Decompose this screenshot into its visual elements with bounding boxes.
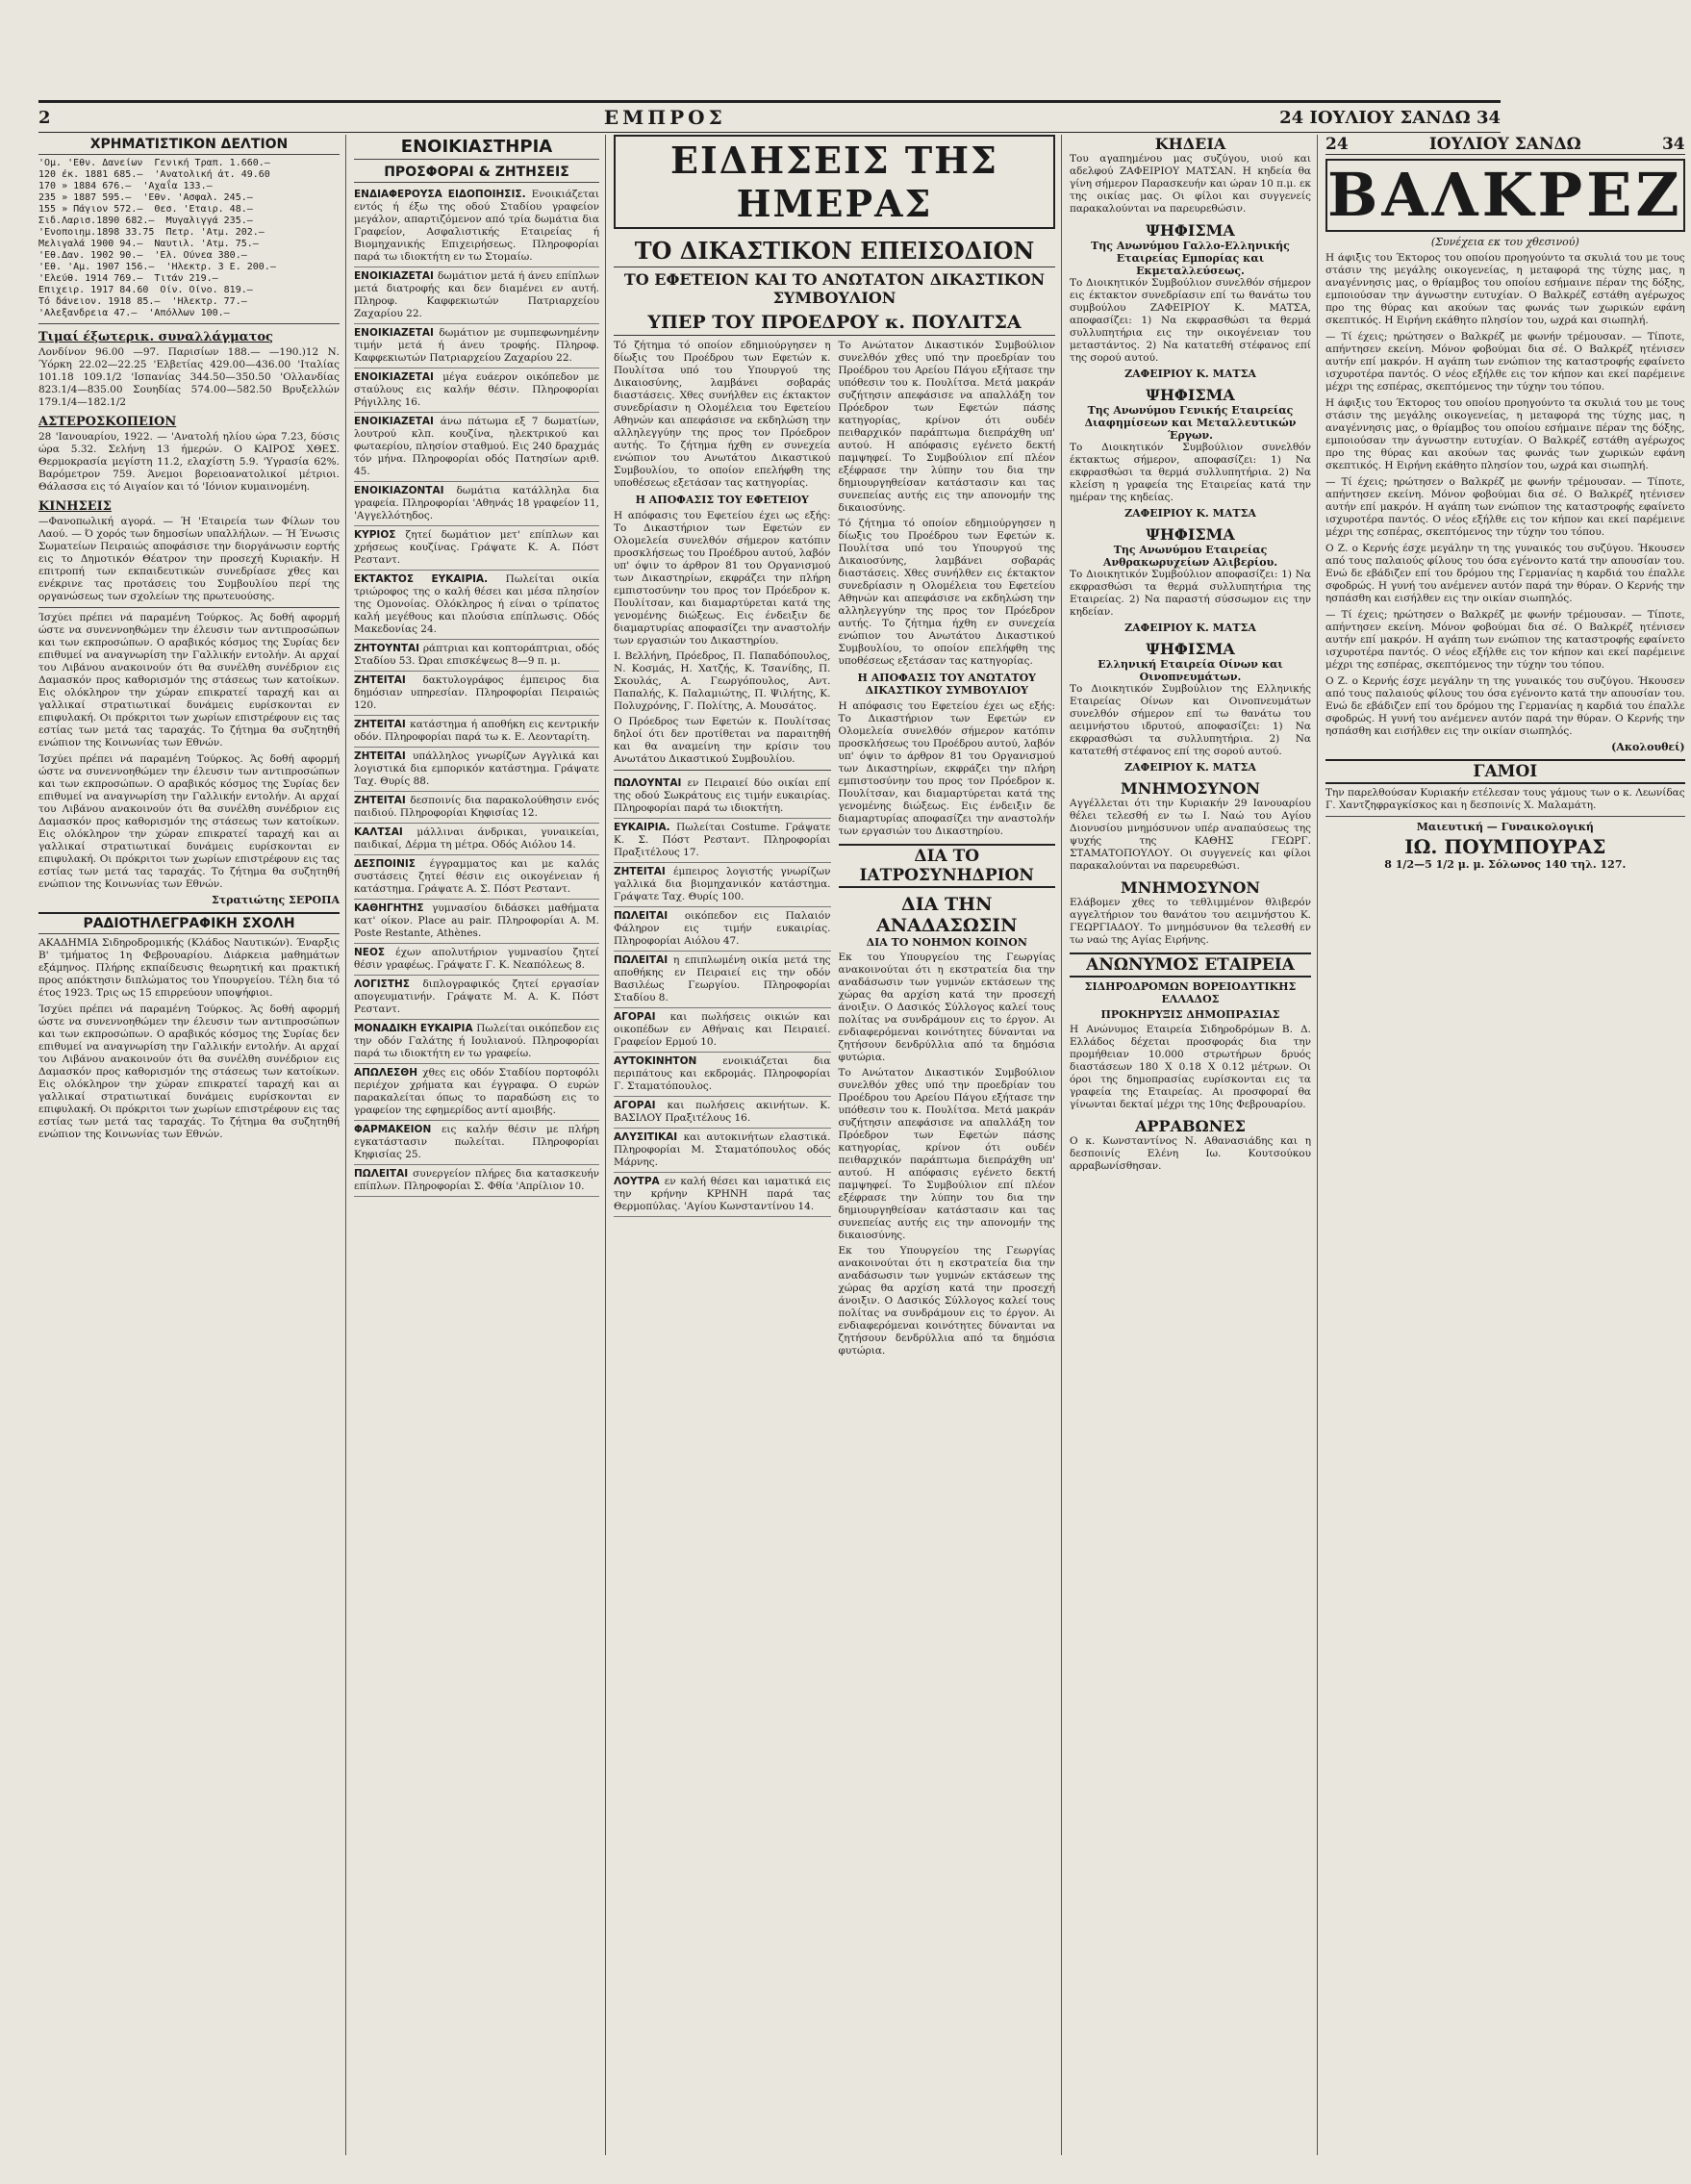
news-classified-ad [614, 863, 831, 907]
news-classifieds [614, 775, 831, 1217]
signers-list: Ι. Βελλήνη, Πρόεδρος, Π. Παπαδόπουλος, Ν. Κοσμάς, Η. Χατζής, Κ. Τσανίδης, Π. Σκουλάς, Α. Γεωργόπουλος, Αντ. Παπαλής, Κ. Παλαμιώτης, Π. Ψιλήτης, Κ. Πολυχρόνης, Γ. Πολίτης, Α. Μουσάτος. [614, 650, 831, 712]
engagement-title: ΑΡΡΑΒΩΝΕΣ [1135, 1117, 1246, 1135]
radio-text: ΑΚΑΔΗΜΙΑ Σιδηροδρομικής (Κλάδος Ναυτικών). Έναρξις Β' τμήματος 1η Φεβρουαρίου. Διάρκεια μαθημάτων εξάμηνος. Πλήρης εκπαίδευσις θεωρητική και πρακτική προς απόκτησιν διπλώματος του Υπουργείου. Τέλη δια τό έτος 1923. Τρις ως 15 επιρρεύουν υποψήφιοι. [38, 937, 340, 999]
resolution-title: ΨΗΦΙΣΜΑ [1146, 525, 1235, 544]
classified-ad [354, 526, 599, 571]
column-finance [38, 135, 346, 2155]
classified-ad-title: ΑΠΩΛΕΣΘΗ [354, 1067, 423, 1079]
serial-title: ΒΑΛΚΡΕΖ [1327, 160, 1683, 230]
lead-headline: ΤΟ ΔΙΚΑΣΤΙΚΟΝ ΕΠΕΙΣΟΔΙΟΝ [614, 235, 1055, 267]
funeral-text: Του αγαπημένου μας συζύγου, υιού και αδελφού ΖΑΦΕΙΡΙΟΥ ΜΑΤΣΑΝ. Η κηδεία θα γίνη σήμερον Παρασκευήν και ώραν 10 π.μ. εκ της οικίας μας. Οι φίλοι και συγγενείς παρακαλούνται να παρευρεθώσιν. [1070, 153, 1311, 215]
classified-ad-title: ΜΟΝΑΔΙΚΗ ΕΥΚΑΙΡΙΑ [354, 1023, 477, 1034]
classified-ad-body: μάλλιναι άνδρικαι, γυναικείαι, παιδικαί, Δέρμα τη μέτρα. Οδός Αιόλου 14. [354, 826, 599, 851]
classified-ad [354, 640, 599, 672]
page-number: 2 [38, 107, 51, 128]
news-classified-ad-body: Πωλείται Costume. Γράψατε Κ. Σ. Πόστ Ρεσταντ. Πληροφορίαι Πραξιτέλους 17. [614, 822, 831, 858]
serial-text-2b: — Τί έχεις; ηρώτησεν ο Βαλκρέζ με φωνήν τρέμουσαν. — Τίποτε, απήντησεν εκείνη. Μόνον φοβούμαι δια σέ. Ο Βαλκρέζ ητένισεν αυτήν επί μακρόν. Η αγάπη των ενώπιον της καταστροφής εφαίνετο ισχυροτέρα παντός. Ο νέος εξήλθε εις τον κήπον και εκεί παρέμεινε μέχρι της εσπέρας, σκεπτόμενος την τύχην του τόπου. [1325, 476, 1685, 538]
box-title-2: ΔΙΑ ΤΗΝ ΑΝΑΔΑΣΩΣΙΝ [876, 894, 1018, 936]
company-title: ΑΝΩΝΥΜΟΣ ΕΤΑΙΡΕΙΑ [1070, 952, 1311, 978]
news-classified-ad [614, 819, 831, 863]
memorial-title: ΜΝΗΜΟΣΥΝΟΝ [1120, 779, 1261, 798]
classified-ad-body: έγγραμματος και με καλάς συστάσεις ζητεί θέσιν εις οικογένειαν ή κατάστημα. Γράψατε Α. Σ. Πόστ Ρεσταντ. [354, 858, 599, 895]
news-classified-ad [614, 952, 831, 1008]
lead-para-2-cont: Η απόφασις του Εφετείου έχει ως εξής: Το Δικαστήριον των Εφετών εν Ολομελεία συνελθόν σήμερον κατόπιν προσκλήσεως του Προέδρου αυτού, λαβόν υπ' όψιν το άρθρον 81 του Οργανισμού των Δικαστηρίων, εκφράζει την πλήρη εμπιστοσύνην του προς τον Πρόεδρον κ. Πουλίτσαν, και διαμαρτύρεται κατά της γενομένης διώξεως. Εις ένδειξιν δε διαμαρτυρίας αποφασίζει την αναστολήν των εργασιών του Δικαστηρίου. [838, 700, 1055, 837]
serial-text-1: Η άφιξις του Έκτορος του οποίου προηγούντο τα σκυλιά του με τους στάσιν της μεγάλης οικογενείας, η μεταφορά της τύχης μας, η αναγέννησις μας, ο θρίαμβος του οποίου εσήμαινε πέραν της δόξης, εμποιούσαν την άγνωστην ευτυχίαν. Ο Βαλκρέζ εστάθη αγέρωχος προ της θύρας και ακούων τας φωνάς των χωρικών εφάνη σκεπτικός. Η Ειρήνη εκάθητο πλησίον του, ωχρά και σιωπηλή. [1325, 252, 1685, 326]
classified-ad-title: ΝΕΟΣ [354, 947, 396, 958]
classified-ad-body: ζητεί δωμάτιον μετ' επίπλων και χρήσεως κουζίνας. Γράψατε Κ. Α. Πόστ Ρεσταντ. [354, 529, 599, 566]
column-notices [1070, 135, 1318, 2155]
funeral-title: ΚΗΔΕΙΑ [1154, 135, 1226, 153]
article-text-repeat: Ίσχύει πρέπει νά παραμένη Τούρκος. Άς δοθή αφορμή ώστε να συνεννοηθώμεν την έλευσιν των αντιπροσώπων και των εκπροσώπων. Ο αραβικός κόσμος της Συρίας δεν επιθυμεί να αναγνωρίση την Γαλλικήν εντολήν. Αι αρχαί του Λιβάνου ανακοινούν ότι θα συνέλθη συνέδριον εις Δαμασκόν προς καθορισμόν της στάσεως των κατοίκων. Εις ολόκληρον την χώραν επικρατεί ταραχή και αι γαλλικαί στρατιωτικαί δυνάμεις ευρίσκονται εν επιφυλακή. Οι πρόκριτοι των χωρίων επιστρέφουν εις τας εστίας των μετά τας ταραχάς. Το ζήτημα θα συζητηθή ενώπιον της Κοινωνίας των Εθνών. [38, 753, 340, 890]
news-classified-ad [614, 775, 831, 819]
resolution-text: Το Διοικητικόν Συμβούλιον συνελθόν σήμερον εις έκτακτον συνεδρίασιν επί τω θανάτω του συμβούλου ΖΑΦΕΙΡΙΟΥ Κ. ΜΑΤΣΑ, αποφασίζει: 1) Να εκφρασθώσι τα θερμά συλλυπητήρια εις την οικογένειαν του μεταστάντος. 2) Να κατατεθή στέφανος επί της σορού αυτού. [1070, 277, 1311, 364]
classified-ad [354, 824, 599, 855]
classified-ad [354, 976, 599, 1020]
lead-para-1-cont: Τό ζήτημα τό οποίον εδημιούργησεν η δίωξις του Προέδρου των Εφετών κ. Πουλίτσα υπό του Υπουργού της Δικαιοσύνης, λαμβάνει σοβαράς διαστάσεις. Χθες συνήλθεν εις έκτακτον συνεδρίασιν η Ολομέλεια του Εφετείου Αθηνών και απεφάσισε να εκδηλώση την αλληλεγγύην της προς τον Πρόεδρον αυτής. Το ζήτημα ήχθη εν συνεχεία ενώπιον του Ανωτάτου Δικαστικού Συμβουλίου, το οποίον επελήφθη της υποθέσεως εξετάσαν τας κατηγορίας. [838, 518, 1055, 667]
movements-title: ΚΙΝΗΣΕΙΣ [38, 499, 112, 514]
classified-ad [354, 1020, 599, 1064]
box-title-1: ΔΙΑ ΤΟ ΙΑΤΡΟΣΥΝΗΔΡΙΟΝ [839, 844, 1056, 888]
news-classified-ad-body: οικόπεδον εις Παλαιόν Φάληρον εις τιμήν ευκαιρίας. Πληροφορίαι Αιόλου 47. [614, 910, 831, 947]
resolution-company: Της Ανωνύμου Γαλλο-Ελληνικής Εταιρείας Εμπορίας και Εκμεταλλεύσεως. [1091, 240, 1290, 277]
memorial-2-text: Ελάβομεν χθες το τεθλιμμένον θλιβερόν αγγελτήριον του θανάτου του αειμνήστου Κ. ΓΕΩΡΓΙΑΔΟΥ. Το μνημόσυνον θα τελεσθή εν τω ναώ της Αγίας Ειρήνης. [1070, 897, 1311, 946]
classified-ad-title: ΖΗΤΟΥΝΤΑΙ [354, 643, 423, 654]
columns [38, 135, 1685, 2155]
classified-ad [354, 748, 599, 792]
classified-ad-body: εις καλήν θέσιν με πλήρη εγκατάστασιν πωλείται. Πληροφορίαι Κηφισίας 25. [354, 1124, 599, 1160]
resolution-title: ΨΗΦΙΣΜΑ [1146, 386, 1235, 404]
column-news [614, 135, 1062, 2155]
doctor-hours: 8 1/2—5 1/2 μ. μ. Σόλωνος 140 τηλ. 127. [1384, 858, 1627, 871]
ruling-2-title: Η ΑΠΟΦΑΣΙΣ ΤΟΥ ΑΝΩΤΑΤΟΥ ΔΙΚΑΣΤΙΚΟΥ ΣΥΜΒΟΥΛΙΟΥ [857, 672, 1037, 697]
classified-ad-title: ΕΝΟΙΚΙΑΖΕΤΑΙ [354, 270, 438, 282]
lead-subhead-2: ΥΠΕΡ ΤΟΥ ΠΡΟΕΔΡΟΥ κ. ΠΟΥΛΙΤΣΑ [614, 310, 1055, 336]
classified-ad-title: ΔΕΣΠΟΙΝΙΣ [354, 858, 430, 870]
classified-ad-title: ΖΗΤΕΙΤΑΙ [354, 795, 411, 806]
exchange-text: Λονδίνον 96.00 —97. Παρισίων 188.— —190.)12 Ν. Ύόρκη 22.02—22.25 'Ελβετίας 429.00—436.00 'Ιταλίας 101.18 109.1/2 'Ισπανίας 344.50—350.50 'Ολλανδίας 823.1/4—835.00 Σουηδίας 574.00—582.50 Βρυξελλών 179.1/4—182.1/2 [38, 346, 340, 408]
memorial-text: Αγγέλλεται ότι την Κυριακήν 29 Ιανουαρίου θέλει τελεσθή εν τω Ι. Ναώ του Αγίου Διονυσίου μνημόσυνον υπέρ αναπαύσεως της ψυχής της ΚΑΘΗΣ ΓΕΩΡΓ. ΣΤΑΜΑΤΟΠΟΥΛΟΥ. Οι συγγενείς και φίλοι παρακαλούνται να παρευρεθώσι. [1070, 798, 1311, 872]
news-classified-ad [614, 1097, 831, 1129]
classified-ad [354, 267, 599, 324]
classified-ad [354, 482, 599, 526]
classified-ad [354, 792, 599, 824]
news-classified-ad-body: ενοικιάζεται δια περιπάτους και εκδρομάς. Πληροφορίαι Γ. Σταματόπουλος. [614, 1055, 831, 1092]
serial-number: 34 [1661, 135, 1685, 154]
classified-ad-body: κατάστημα ή αποθήκη εις κεντρικήν οδόν. Πληροφορίαι παρά τω κ. Ε. Λεονταρίτη. [354, 719, 600, 743]
classified-ad-title: ΦΑΡΜΑΚΕΙΟΝ [354, 1124, 442, 1135]
lead-para-4: Το Ανώτατον Δικαστικόν Συμβούλιον συνελθόν χθες υπό την προεδρίαν του Προέδρου του Αρείου Πάγου εξήτασε την υπόθεσιν του κ. Πουλίτσα. Μετά μακράν συζήτησιν απεφάσισε να απαλλάξη τον Πρόεδρον των Εφετών πάσης κατηγορίας, κρίνον ότι ουδέν πειθαρχικόν παράπτωμα διεπράχθη υπ' αυτού. Η απόφασις εγένετο δεκτή παμψηφεί. Το Συμβούλιον επί πλέον εξέφρασε την λύπην του δια την δημιουργηθείσαν κατάστασιν και τας συνεπείας αυτής εις την απονομήν της δικαιοσύνης. [838, 340, 1055, 514]
engagement-text: Ο κ. Κωνσταντίνος Ν. Αθανασιάδης και η δεσποινίς Ελένη Ιω. Κουτσούκου αρραβωνίσθησαν. [1070, 1135, 1311, 1172]
news-classified-ad [614, 1008, 831, 1053]
classified-ad-body: δωμάτιον με συμπεφωνημένην τιμήν μετά ή άνευ τροφής. Πληροφ. Καφφεκιωτών Πατριαρχείου Ζαχαρίου 22. [354, 327, 599, 364]
doctor-specialty: Μαιευτική — Γυναικολογική [1416, 821, 1594, 833]
news-classified-ad-title: ΖΗΤΕΙΤΑΙ [614, 866, 674, 877]
classified-ad [354, 413, 599, 482]
classified-ad-body: Πωλείται οικόπεδον εις την οδόν Γαλάτης ή Ιουλιανού. Πληροφορίαι παρά τω ιδιοκτήτη εν τω γραφείω. [354, 1023, 600, 1059]
classified-ad [354, 716, 599, 748]
memorial-2-title: ΜΝΗΜΟΣΥΝΟΝ [1120, 878, 1261, 897]
resolution-signature: ΖΑΦΕΙΡΙΟΥ Κ. ΜΑΤΣΑ [1124, 507, 1256, 520]
news-classified-ad [614, 1129, 831, 1173]
resolution-signature: ΖΑΦΕΙΡΙΟΥ Κ. ΜΑΤΣΑ [1124, 368, 1256, 380]
news-classified-ad-title: ΑΛΥΣΙΤΙΚΑΙ [614, 1131, 684, 1143]
news-classified-ad-title: ΑΓΟΡΑΙ [614, 1011, 670, 1023]
classified-ad-body: άνω πάτωμα εξ 7 δωματίων, λουτρού κλπ. κουζίνα, ηλεκτρικού και φωταερίου, πλησίον σταθμού. Εις 240 δραχμάς τόν μήνα. Πληροφορίαι οδός Πατησίων αριθ. 45. [354, 416, 599, 477]
masthead-date: 24 ΙΟΥΛΙΟΥ ΣΑΝΔΩ 34 [1279, 107, 1501, 128]
news-classified-ad-title: ΑΥΤΟΚΙΝΗΤΟΝ [614, 1055, 723, 1067]
news-classified-ad-title: ΠΩΛΕΙΤΑΙ [614, 910, 685, 922]
box-text: Εκ του Υπουργείου της Γεωργίας ανακοινούται ότι η εκστρατεία δια την αναδάσωσιν των γυμνών εκτάσεων της χώρας θα αρχίση κατά την προσεχή άνοιξιν. Ο Δασικός Σύλλογος καλεί τους πολίτας να συνδράμουν εις το έργον. Αι ενδιαφερόμεναι κοινότητες δύνανται να ζητήσουν δενδρύλλια από τα δημόσια φυτώρια. [838, 952, 1055, 1063]
serial-text-2c: — Τί έχεις; ηρώτησεν ο Βαλκρέζ με φωνήν τρέμουσαν. — Τίποτε, απήντησεν εκείνη. Μόνον φοβούμαι δια σέ. Ο Βαλκρέζ ητένισεν αυτήν επί μακρόν. Η αγάπη των ενώπιον της καταστροφής εφαίνετο ισχυροτέρα παντός. Ο νέος εξήλθε εις τον κήπον και εκεί παρέμεινε μέχρι της εσπέρας, σκεπτόμενος την τύχην του τόπου. [1325, 609, 1685, 671]
news-classified-ad-body: έμπειρος λογιστής γνωρίζων γαλλικά δια βιομηχανικόν κατάστημα. Γράψατε Ταχ. Θυρίς 100. [614, 866, 831, 902]
serial-header [1325, 135, 1685, 155]
classified-ad [354, 324, 599, 368]
observatory-title: ΑΣΤΕΡΟΣΚΟΠΕΙΟΝ [38, 415, 177, 429]
classified-ad [354, 944, 599, 976]
news-classified-ad [614, 1053, 831, 1097]
lead-subhead: ΤΟ ΕΦΕΤΕΙΟΝ ΚΑΙ ΤΟ ΑΝΩΤΑΤΟΝ ΔΙΚΑΣΤΙΚΟΝ ΣΥΜΒΟΥΛΙΟΝ [623, 270, 1046, 307]
classified-ad-body: υπάλληλος γνωρίζων Αγγλικά και λογιστικά δια εμπορικόν κατάστημα. Γράψατε Ταχ. Θυρίς 88. [354, 750, 599, 787]
movements-text: —Φανοπωλική αγορά. — Ή 'Εταιρεία των Φίλων του Λαού. — Ό χορός των δημοσίων υπαλλήλων. — Ή Ένωσις Σωματείων Πειραιώς αποφάσισε την διοργάνωσιν εορτής εις το Δημοτικόν Θέατρον την προσεχή Κυριακήν. Η επιτροπή των εκπαιδευτικών συνεδρίασε χθες και ενέκρινε τας προτάσεις του Συμβουλίου περί της οργανώσεως των σχολείων της πρωτευούσης. [38, 516, 340, 602]
serial-text-1b: Η άφιξις του Έκτορος του οποίου προηγούντο τα σκυλιά του με τους στάσιν της μεγάλης οικογενείας, η μεταφορά της τύχης μας, η αναγέννησις μας, ο θρίαμβος του οποίου εσήμαινε πέραν της δόξης, εμποιούσαν την άγνωστην ευτυχίαν. Ο Βαλκρέζ εστάθη αγέρωχος προ της θύρας και ακούων τας φωνάς των χωρικών εφάνη σκεπτικός. Η Ειρήνη εκάθητο πλησίον του, ωχρά και σιωπηλή. [1325, 397, 1685, 471]
news-classified-ad-body: εν Πειραιεί δύο οικίαι επί της οδού Σωκράτους εις τιμήν ευκαιρίας. Πληροφορίαι παρά τω ιδιοκτήτη. [614, 777, 831, 814]
classified-ad-title: ΚΥΡΙΟΣ [354, 529, 406, 541]
company-subtitle: ΣΙΔΗΡΟΔΡΟΜΩΝ ΒΟΡΕΙΟΔΥΤΙΚΗΣ ΕΛΛΑΔΟΣ [1084, 980, 1297, 1005]
resolution-text: Το Διοικητικόν Συμβούλιον αποφασίζει: 1) Να εκφρασθώσι τα θερμά συλλυπητήρια της Εταιρείας. 2) Να παραστή σύσσωμον εις την κηδείαν. [1070, 569, 1311, 618]
classified-ad-title: ΖΗΤΕΙΤΑΙ [354, 750, 414, 762]
weddings-text: Την παρελθούσαν Κυριακήν ετέλεσαν τους γάμους των ο κ. Λεωνίδας Γ. Χαντζηφραγκίσκος και η δεσποινίς Χ. Μαλαμάτη. [1325, 787, 1685, 811]
article-text: Ίσχύει πρέπει νά παραμένη Τούρκος. Άς δοθή αφορμή ώστε να συνεννοηθώμεν την έλευσιν των αντιπροσώπων και των εκπροσώπων. Ο αραβικός κόσμος της Συρίας δεν επιθυμεί να αναγνωρίση την Γαλλικήν εντολήν. Αι αρχαί του Λιβάνου ανακοινούν ότι θα συνέλθη συνέδριον εις Δαμασκόν προς καθορισμόν της στάσεως των κατοίκων. Εις ολόκληρον την χώραν επικρατεί ταραχή και αι γαλλικαί στρατιωτικαί δυνάμεις ευρίσκονται εν επιφυλακή. Οι πρόκριτοι των χωρίων επιστρέφουν εις τας εστίας των μετά τας ταραχάς. Το ζήτημα θα συζητηθή ενώπιον της Κοινωνίας των Εθνών. [38, 612, 340, 749]
classified-ad-body: δακτυλογράφος έμπειρος δια δημόσιαν υπηρεσίαν. Πληροφορίαι Πειραιώς 120. [354, 674, 599, 711]
classified-ad-body: διπλογραφικός ζητεί εργασίαν απογευματινήν. Γράψατε Μ. Α. Κ. Πόστ Ρεσταντ. [354, 978, 599, 1015]
classified-ad-body: συνεργείον πλήρες δια κατασκευήν επίπλων. Πληροφορίαι Σ. Φθία 'Απρίλιον 10. [354, 1168, 599, 1192]
news-classified-ad-title: ΛΟΥΤΡΑ [614, 1176, 665, 1187]
lead-para-1: Τό ζήτημα τό οποίον εδημιούργησεν η δίωξις του Προέδρου των Εφετών κ. Πουλίτσα υπό του Υπουργού της Δικαιοσύνης, λαμβάνει σοβαράς διαστάσεις. Χθες συνήλθεν εις έκτακτον συνεδρίασιν η Ολομέλεια του Εφετείου Αθηνών και απεφάσισε να εκδηλώση την αλληλεγγύην της προς τον Πρόεδρον αυτής. Το ζήτημα ήχθη εν συνεχεία ενώπιον του Ανωτάτου Δικαστικού Συμβουλίου, το οποίον επελήφθη της υποθέσεως εξετάσαν τας κατηγορίας. [614, 340, 831, 489]
auction-notice: ΠΡΟΚΗΡΥΞΙΣ ΔΗΜΟΠΡΑΣΙΑΣ [1100, 1008, 1280, 1021]
news-classified-ad-title: ΠΩΛΟΥΝΤΑΙ [614, 777, 688, 789]
observatory-text: 28 'Ιανουαρίου, 1922. — 'Ανατολή ηλίου ώρα 7.23, δύσις ώρα 5.32. Σελήνη 13 ήμερών. Ο ΚΑΙΡΟΣ ΧΘΕΣ. Θερμοκρασία μεγίστη 11.2, ελαχίστη 5.9. 'Υγρασία 62%. Βαρόμετρον 759. Άνεμοι βορειοανατολικοί μέτριοι. Θάλασσα εις τό Αιγαίον και τό 'Ιόνιον κυμαινομένη. [38, 431, 340, 493]
column-classifieds [354, 135, 606, 2155]
classified-ad-title: ΕΝΟΙΚΙΑΖΟΝΤΑΙ [354, 485, 457, 496]
classifieds-subheading: ΠΡΟΣΦΟΡΑΙ & ΖΗΤΗΣΕΙΣ [354, 163, 599, 183]
classified-list [354, 186, 599, 1197]
finance-heading: ΧΡΗΜΑΤΙΣΤΙΚΟΝ ΔΕΛΤΙΟΝ [38, 135, 340, 155]
box-text-more: Εκ του Υπουργείου της Γεωργίας ανακοινούται ότι η εκστρατεία δια την αναδάσωσιν των γυμνών εκτάσεων της χώρας θα αρχίση κατά την προσεχή άνοιξιν. Ο Δασικός Σύλλογος καλεί τους πολίτας να συνδράμουν εις το έργον. Αι ενδιαφερόμεναι κοινότητες δύνανται να ζητήσουν δενδρύλλια από τα δημόσια φυτώρια. [838, 1245, 1055, 1357]
news-classified-ad-body: και πωλήσεις οικιών και οικοπέδων εν Αθήναις και Πειραιεί. Γραφείον Ερμού 10. [614, 1011, 831, 1048]
serial-label: ΙΟΥΛΙΟΥ ΣΑΝΔΩ [1428, 135, 1581, 154]
news-classified-ad [614, 1173, 831, 1217]
lead-para-2: Η απόφασις του Εφετείου έχει ως εξής: Το Δικαστήριον των Εφετών εν Ολομελεία συνελθόν σήμερον κατόπιν προσκλήσεως του Προέδρου αυτού, λαβόν υπ' όψιν το άρθρον 81 του Οργανισμού των Δικαστηρίων, εκφράζει την πλήρη εμπιστοσύνην του προς τον Πρόεδρον κ. Πουλίτσαν, και διαμαρτύρεται κατά της γενομένης διώξεως. Εις ένδειξιν δε διαμαρτυρίας αποφασίζει την αναστολήν των εργασιών του Δικαστηρίου. [614, 510, 831, 647]
resolution-title: ΨΗΦΙΣΜΑ [1146, 221, 1235, 240]
serial-text-3: Ο Ζ. ο Κερνής έσχε μεγάλην τη της γυναικός του συζύγου. Ήκουσεν από τους παλαιούς φίλους του όσα εγένοντο κατά την απουσίαν του. Ενώ δε εβάδιζεν επί του δρόμου της Γερμανίας η καρδιά του έπαλλε σφοδρώς. Η γυνή του ανέμενεν αυτόν παρά την θύραν. Ο Κερνής την ησπάσθη και εισήλθεν εις την οικίαν σιωπηλός. [1325, 543, 1685, 604]
lead-article-body [614, 340, 1055, 1358]
classified-ad-title: ΕΝΔΙΑΦΕΡΟΥΣΑ ΕΙΔΟΠΟΙΗΣΙΣ. [354, 189, 532, 200]
lead-para-3: Ο Πρόεδρος των Εφετών κ. Πουλίτσας δηλοί ότι δεν προτίθεται να παραιτηθή και θα αναμείνη την κρίσιν του Ανωτάτου Δικαστικού Συμβουλίου. [614, 716, 831, 765]
article-text-more: Ίσχύει πρέπει νά παραμένη Τούρκος. Άς δοθή αφορμή ώστε να συνεννοηθώμεν την έλευσιν των αντιπροσώπων και των εκπροσώπων. Ο αραβικός κόσμος της Συρίας δεν επιθυμεί να αναγνωρίση την Γαλλικήν εντολήν. Αι αρχαί του Λιβάνου ανακοινούν ότι θα συνέλθη συνέδριον εις Δαμασκόν προς καθορισμόν της στάσεως των κατοίκων. Εις ολόκληρον την χώραν επικρατεί ταραχή και αι γαλλικαί στρατιωτικαί δυνάμεις ευρίσκονται εν επιφυλακή. Οι πρόκριτοι των χωρίων επιστρέφουν εις τας εστίας των μετά τας ταραχάς. Το ζήτημα θα συζητηθή ενώπιον της Κοινωνίας των Εθνών. [38, 1003, 340, 1140]
stock-rates: 'Ομ. 'Εθν. Δανείων Γενική Τραπ. 1.660.— 120 έκ. 1881 685.— 'Ανατολική ἀτ. 49.60 170 » 1884 676.— 'Αχαΐα 133.— 235 » 1887 595.— 'Εθν. 'Ασφαλ. 245.— 155 » Πάγιον 572.— Θεσ. 'Εταιρ. 48.— Σιδ.Λαρισ.1890 682.— Μυγαλιγγά 235.— 'Ενοποιημ.1898 33.75 Πετρ. 'Ατμ. 202.— Μελιγαλά 1900 94.— Ναυτιλ. 'Ατμ. 75.— 'Εθ.Δαν. 1902 90.— 'Ελ. Ούνεα 380.— 'Εθ. 'Αμ. 1907 156.— 'Ηλεκτρ. 3 Ε. 200.— 'Ελεύθ. 1914 769.— Τιτάν 219.— Επιχειρ. 1917 84.60 Οίν. Οίνο. 819.— Τό δάνειον. 1918 85.— 'Ηλεκτρ. 77.— 'Αλεξανδρεια 47.— 'Απόλλων 100.— [38, 158, 276, 318]
resolution-text: Το Διοικητικόν Συμβούλιον συνελθόν έκτακτως σήμερον, αποφασίζει: 1) Να εκφρασθώσι τα θερμά συλλυπητήρια. 2) Να κλείση η γραφεία της Εταιρείας κατά την ημέραν της κηδείας. [1070, 442, 1311, 503]
classified-ad [354, 186, 599, 267]
classified-ad [354, 900, 599, 944]
resolution-company: Της Ανωνύμου Γενικής Εταιρείας Διαφημίσεων και Μεταλλευτικών Έργων. [1084, 404, 1297, 442]
classified-ad [354, 1165, 599, 1197]
classified-ad-title: ΕΚΤΑΚΤΟΣ ΕΥΚΑΙΡΙΑ. [354, 573, 506, 585]
news-classified-ad-body: η επιπλωμένη οικία μετά της αποθήκης εν Πειραιεί εις την οδόν Βασιλέως Γεωργίου. Πληροφορίαι Σταδίου 8. [614, 954, 831, 1003]
company-text: Η Ανώνυμος Εταιρεία Σιδηροδρόμων Β. Δ. Ελλάδος δέχεται προσφοράς δια την προμήθειαν 10.000 στρωτήρων δρυός διαστάσεων 180 Χ 0.18 Χ 0.12 μέτρων. Οι όροι της δημοπρασίας ευρίσκονται εις τα γραφεία της Εταιρείας. Αι προσφοραί θα γίνωνται δεκταί μέχρι της 10ης Φεβρουαρίου. [1070, 1024, 1311, 1110]
classified-ad-title: ΕΝΟΙΚΙΑΖΕΤΑΙ [354, 416, 441, 427]
classified-ad-body: γυμνασίου διδάσκει μαθήματα κατ' οίκον. Place au pair. Πληροφορίαι Α. Μ. Poste Restante, Athènes. [354, 902, 599, 939]
weddings-title: ΓΑΜΟΙ [1325, 759, 1685, 784]
news-classified-ad-body: και αυτοκινήτων ελαστικά. Πληροφορίαι Μ. Σταματόπουλος οδός Μάρνης. [614, 1131, 831, 1168]
serial-subtitle: (Συνέχεια εκ του χθεσινού) [1430, 236, 1579, 248]
serial-text-2: — Τί έχεις; ηρώτησεν ο Βαλκρέζ με φωνήν τρέμουσαν. — Τίποτε, απήντησεν εκείνη. Μόνον φοβούμαι δια σέ. Ο Βαλκρέζ ητένισεν αυτήν επί μακρόν. Η αγάπη των ενώπιον της καταστροφής εφαίνετο ισχυροτέρα παντός. Ο νέος εξήλθε εις τον κήπον και εκεί παρέμεινε μέχρι της εσπέρας, σκεπτόμενος την τύχην του τόπου. [1325, 331, 1685, 393]
classified-ad-title: ΚΑΛΤΣΑΙ [354, 826, 417, 838]
classified-ad-title: ΕΝΟΙΚΙΑΖΕΤΑΙ [354, 327, 440, 339]
classified-ad [354, 855, 599, 900]
paper-name: ΕΜΠΡΟΣ [603, 106, 726, 129]
classified-ad-title: ΖΗΤΕΙΤΑΙ [354, 674, 423, 686]
classified-ad-title: ΚΑΘΗΓΗΤΗΣ [354, 902, 433, 914]
news-classified-ad-body: και πωλήσεις ακινήτων. Κ. ΒΑΣΙΛΟΥ Πραξιτέλους 16. [614, 1100, 831, 1124]
classified-ad-title: ΖΗΤΕΙΤΑΙ [354, 719, 411, 730]
serial-text-3b: Ο Ζ. ο Κερνής έσχε μεγάλην τη της γυναικός του συζύγου. Ήκουσεν από τους παλαιούς φίλους του όσα εγένοντο κατά την απουσίαν του. Ενώ δε εβάδιζεν επί του δρόμου της Γερμανίας η καρδιά του έπαλλε σφοδρώς. Η γυνή του ανέμενεν αυτόν παρά την θύραν. Ο Κερνής την ησπάσθη και εισήλθεν εις την οικίαν σιωπηλός. [1325, 675, 1685, 737]
masthead [38, 100, 1501, 133]
box-text-cont: Το Ανώτατον Δικαστικόν Συμβούλιον συνελθόν χθες υπό την προεδρίαν του Προέδρου του Αρείου Πάγου εξήτασε την υπόθεσιν του κ. Πουλίτσα. Μετά μακράν συζήτησιν απεφάσισε να απαλλάξη τον Πρόεδρον των Εφετών πάσης κατηγορίας, κρίνον ότι ουδέν πειθαρχικόν παράπτωμα διεπράχθη υπ' αυτού. Η απόφασις εγένετο δεκτή παμψηφεί. Το Συμβούλιον επί πλέον εξέφρασε την λύπην του δια την δημιουργηθείσαν κατάστασιν και τας συνεπείας αυτής εις την απονομήν της δικαιοσύνης. [838, 1067, 1055, 1241]
serial-day: 24 [1325, 135, 1349, 154]
resolution-signature: ΖΑΦΕΙΡΙΟΥ Κ. ΜΑΤΣΑ [1124, 761, 1256, 774]
classified-ad [354, 368, 599, 413]
classified-ad-body: δωμάτια κατάλληλα δια γραφεία. Πληροφορίαι 'Αθηνάς 18 γραφείον 11, 'Αγγελλότηδος. [354, 485, 599, 521]
radio-heading: ΡΑΔΙΟΤΗΛΕΓΡΑΦΙΚΗ ΣΧΟΛΗ [38, 912, 340, 934]
classified-ad-body: μέγα ευάερον οικόπεδον με σταύλους εις καλήν θέσιν. Πληροφορίαι Ρήγιλλης 16. [354, 371, 599, 408]
doctor-name: ΙΩ. ΠΟΥΜΠΟΥΡΑΣ [1404, 835, 1606, 858]
column-serial [1325, 135, 1691, 2155]
ruling-1-title: Η ΑΠΟΦΑΣΙΣ ΤΟΥ ΕΦΕΤΕΙΟΥ [635, 494, 809, 506]
classified-ad-body: ράπτριαι και κοπτοράπτριαι, οδός Σταδίου 53. Ώραι επισκέψεως 8—9 π. μ. [354, 643, 599, 667]
resolutions-list [1070, 221, 1311, 774]
resolution-signature: ΖΑΦΕΙΡΙΟΥ Κ. ΜΑΤΣΑ [1124, 622, 1256, 634]
classified-ad-title: ΕΝΟΙΚΙΑΖΕΤΑΙ [354, 371, 443, 383]
classified-ad [354, 571, 599, 640]
classified-ad-title: ΠΩΛΕΙΤΑΙ [354, 1168, 414, 1180]
classified-ad-body: δωμάτιον μετά ή άνευ επίπλων μετά διατροφής και δεν διαμένει εν αυτή. Πληροφ. Καφφεκιωτών Πατριαρχείου Ζαχαρίου 22. [354, 270, 599, 319]
news-classified-ad-title: ΑΓΟΡΑΙ [614, 1100, 668, 1111]
classified-ad-body: χθες εις οδόν Σταδίου πορτοφόλι περιέχον χρήματα και έγγραφα. Ο ευρών παρακαλείται όπως το παραδώση εις το γραφείον της εφημερίδος αντί αμοιβής. [354, 1067, 599, 1116]
classified-ad-body: Πωλείται οικία τριώροφος της ο καλή θέσει και μέσα πλησίον της Ομονοίας. Ολόκληρος ή είναι ο τρίπατος καλή μεγέθους και πλούσια επίπλωσις. Οδός Μακεδονίας 24. [354, 573, 599, 635]
classified-ad-body: Ενοικιάζεται εντός ή έξω της οδού Σταδίου γραφείον μεγάλον, απαρτιζόμενον από τρία δωμάτια δια Γραφείον, Ασφαλιστικής Εταιρείας ή Βιομηχανικής Επιχειρήσεως. Πληροφορίαι παρά τω ιδιοκτήτη εν τω Στομαίω. [354, 189, 599, 263]
classifieds-heading: ΕΝΟΙΚΙΑΣΤΗΡΙΑ [354, 135, 599, 160]
classified-ad-body: έχων απολυτήριον γυμνασίου ζητεί θέσιν γραφέως. Γράψατε Γ. Κ. Νεαπόλεως 8. [354, 947, 600, 971]
classified-ad-body: δεσποινίς δια παρακολούθησιν ενός παιδιού. Πληροφορίαι Κηφισίας 12. [354, 795, 599, 819]
box-subtitle: ΔΙΑ ΤΟ ΝΟΗΜΟΝ ΚΟΙΝΟΝ [866, 936, 1027, 949]
exchange-title: Τιμαί έξωτερικ. συναλλάγματος [38, 330, 273, 344]
news-classified-ad-body: εν καλή θέσει και ιαματικά εις την κρήνην ΚΡΗΝΗ παρά τας Θερμοπύλας. 'Αγίου Κωνσταντίνου 14. [614, 1176, 831, 1212]
resolution-text: Το Διοικητικόν Συμβούλιον της Ελληνικής Εταιρείας Οίνων και Οινοπνευμάτων συνελθόν σήμερον επί τω θανάτω του αειμνήστου ιδρυτού, αποφασίζει: 1) Να εκφρασθώσι τα συλλυπητήρια. 2) Να κατατεθή στέφανος επί της σορού αυτού. [1070, 683, 1311, 757]
news-classified-ad-title: ΠΩΛΕΙΤΑΙ [614, 954, 674, 966]
classified-ad [354, 1121, 599, 1165]
news-section-title: ΕΙΔΗΣΕΙΣ ΤΗΣ ΗΜΕΡΑΣ [614, 135, 1055, 229]
resolution-company: Ελληνική Εταιρεία Οίνων και Οινοπνευμάτων. [1098, 658, 1283, 683]
classified-ad [354, 672, 599, 716]
resolution-title: ΨΗΦΙΣΜΑ [1146, 640, 1235, 658]
article-signature: Στρατιώτης ΣΕΡΟΠΑ [211, 894, 340, 906]
resolution-company: Της Ανωνύμου Εταιρείας Ανθρακωρυχείων Αλιβερίου. [1102, 544, 1278, 569]
classified-ad [354, 1064, 599, 1121]
news-classified-ad [614, 907, 831, 952]
serial-continues: (Ακολουθεί) [1611, 741, 1685, 753]
classified-ad-title: ΛΟΓΙΣΤΗΣ [354, 978, 423, 990]
news-classified-ad-title: ΕΥΚΑΙΡΙΑ. [614, 822, 677, 833]
